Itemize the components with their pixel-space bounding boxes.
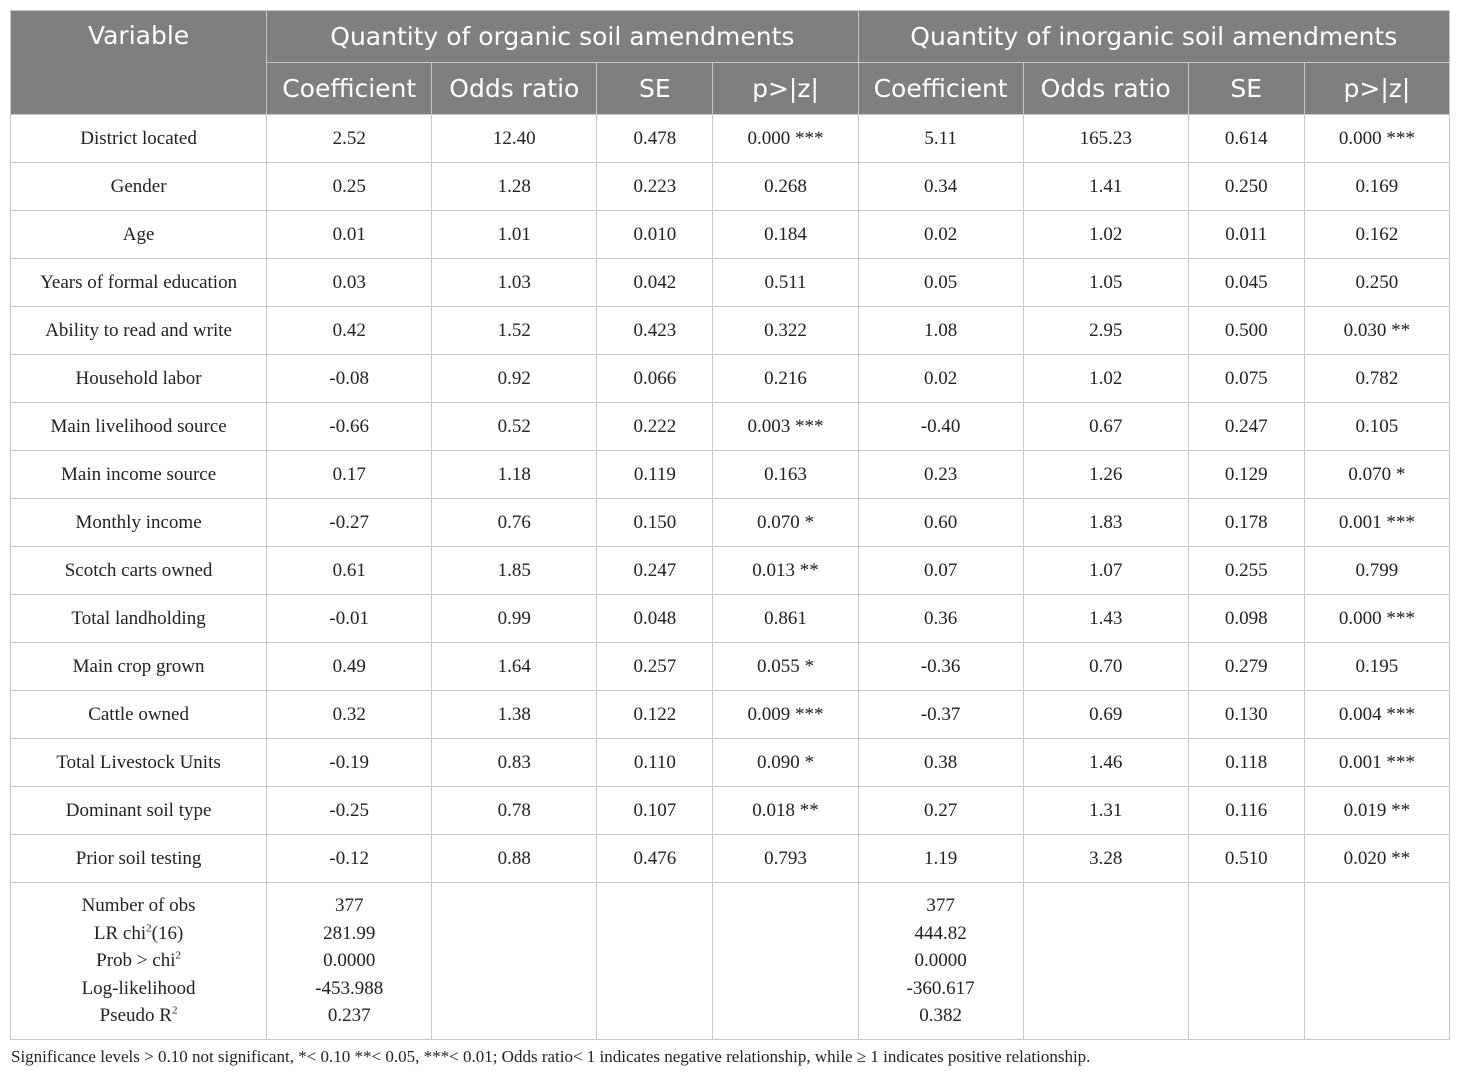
coefficient-cell: -0.19	[267, 739, 432, 787]
coefficient-cell: 1.19	[858, 835, 1023, 883]
p-value-cell: 0.861	[713, 595, 858, 643]
variable-name: Main crop grown	[11, 643, 267, 691]
se-cell: 0.066	[597, 355, 713, 403]
se-cell: 0.119	[597, 451, 713, 499]
summary-value: 377	[334, 895, 364, 917]
header-group-organic: Quantity of organic soil amendments	[267, 11, 858, 63]
p-value-cell: 0.019 **	[1304, 787, 1449, 835]
header-variable: Variable	[11, 11, 267, 115]
summary-value: 0.0000	[323, 950, 376, 972]
se-cell: 0.279	[1188, 643, 1304, 691]
table-row	[11, 787, 1450, 835]
p-value-cell: 0.018 **	[713, 787, 858, 835]
se-cell: 0.247	[597, 547, 713, 595]
coefficient-cell: 0.02	[858, 211, 1023, 259]
se-cell: 0.122	[597, 691, 713, 739]
header-odds-ratio: Odds ratio	[432, 63, 597, 115]
variable-name: Prior soil testing	[11, 835, 267, 883]
summary-value: -360.617	[906, 977, 975, 999]
p-value-cell: 0.020 **	[1304, 835, 1449, 883]
summary-inorganic-values	[858, 883, 1023, 1040]
se-cell: 0.042	[597, 259, 713, 307]
se-cell: 0.257	[597, 643, 713, 691]
coefficient-cell: 5.11	[858, 115, 1023, 163]
se-cell: 0.500	[1188, 307, 1304, 355]
se-cell: 0.423	[597, 307, 713, 355]
odds-ratio-cell: 0.92	[432, 355, 597, 403]
coefficient-cell: 0.03	[267, 259, 432, 307]
se-cell: 0.222	[597, 403, 713, 451]
se-cell: 0.110	[597, 739, 713, 787]
header-group-inorganic: Quantity of inorganic soil amendments	[858, 11, 1449, 63]
odds-ratio-cell: 2.95	[1023, 307, 1188, 355]
empty-cell	[1188, 883, 1304, 1040]
coefficient-cell: 0.02	[858, 355, 1023, 403]
empty-cell	[1023, 883, 1188, 1040]
p-value-cell: 0.250	[1304, 259, 1449, 307]
summary-value: 0.0000	[914, 950, 967, 972]
se-cell: 0.476	[597, 835, 713, 883]
p-value-cell: 0.070 *	[1304, 451, 1449, 499]
odds-ratio-cell: 1.07	[1023, 547, 1188, 595]
se-cell: 0.048	[597, 595, 713, 643]
se-cell: 0.223	[597, 163, 713, 211]
header-se: SE	[1188, 63, 1304, 115]
summary-labels	[11, 883, 267, 1040]
se-cell: 0.107	[597, 787, 713, 835]
p-value-cell: 0.184	[713, 211, 858, 259]
p-value-cell: 0.163	[713, 451, 858, 499]
odds-ratio-cell: 165.23	[1023, 115, 1188, 163]
table-row	[11, 547, 1450, 595]
se-cell: 0.098	[1188, 595, 1304, 643]
p-value-cell: 0.782	[1304, 355, 1449, 403]
variable-name: Cattle owned	[11, 691, 267, 739]
summary-value: 281.99	[323, 922, 376, 944]
summary-label: Pseudo $R^2$	[99, 1004, 178, 1027]
coefficient-cell: -0.27	[267, 499, 432, 547]
odds-ratio-cell: 1.41	[1023, 163, 1188, 211]
coefficient-cell: 0.17	[267, 451, 432, 499]
variable-name: Scotch carts owned	[11, 547, 267, 595]
coefficient-cell: -0.01	[267, 595, 432, 643]
header-coefficient: Coefficient	[858, 63, 1023, 115]
empty-cell	[432, 883, 597, 1040]
variable-name: Ability to read and write	[11, 307, 267, 355]
p-value-cell: 0.030 **	[1304, 307, 1449, 355]
p-value-cell: 0.070 *	[713, 499, 858, 547]
odds-ratio-cell: 1.18	[432, 451, 597, 499]
variable-name: Total Livestock Units	[11, 739, 267, 787]
odds-ratio-cell: 1.26	[1023, 451, 1188, 499]
se-cell: 0.130	[1188, 691, 1304, 739]
table-row	[11, 259, 1450, 307]
variable-name: Age	[11, 211, 267, 259]
se-cell: 0.478	[597, 115, 713, 163]
empty-cell	[713, 883, 858, 1040]
odds-ratio-cell: 0.69	[1023, 691, 1188, 739]
summary-value: 377	[926, 895, 955, 917]
table-row	[11, 451, 1450, 499]
p-value-cell: 0.268	[713, 163, 858, 211]
variable-name: Household labor	[11, 355, 267, 403]
odds-ratio-cell: 1.38	[432, 691, 597, 739]
coefficient-cell: 0.25	[267, 163, 432, 211]
variable-name: Years of formal education	[11, 259, 267, 307]
table-row	[11, 499, 1450, 547]
table-row	[11, 595, 1450, 643]
odds-ratio-cell: 0.76	[432, 499, 597, 547]
p-value-cell: 0.055 *	[713, 643, 858, 691]
table-row	[11, 835, 1450, 883]
variable-name: Dominant soil type	[11, 787, 267, 835]
odds-ratio-cell: 0.78	[432, 787, 597, 835]
empty-cell	[597, 883, 713, 1040]
table-row	[11, 307, 1450, 355]
header-coefficient: Coefficient	[267, 63, 432, 115]
coefficient-cell: 0.38	[858, 739, 1023, 787]
coefficient-cell: 1.08	[858, 307, 1023, 355]
coefficient-cell: 0.42	[267, 307, 432, 355]
odds-ratio-cell: 0.88	[432, 835, 597, 883]
summary-value: 0.382	[919, 1005, 962, 1027]
p-value-cell: 0.003 ***	[713, 403, 858, 451]
odds-ratio-cell: 12.40	[432, 115, 597, 163]
odds-ratio-cell: 1.03	[432, 259, 597, 307]
odds-ratio-cell: 3.28	[1023, 835, 1188, 883]
summary-row	[11, 883, 1450, 1040]
header-p-value: p>|z|	[1304, 63, 1449, 115]
se-cell: 0.178	[1188, 499, 1304, 547]
coefficient-cell: -0.66	[267, 403, 432, 451]
odds-ratio-cell: 1.01	[432, 211, 597, 259]
coefficient-cell: 0.34	[858, 163, 1023, 211]
coefficient-cell: 0.36	[858, 595, 1023, 643]
table-row	[11, 355, 1450, 403]
p-value-cell: 0.195	[1304, 643, 1449, 691]
header-se: SE	[597, 63, 713, 115]
odds-ratio-cell: 1.46	[1023, 739, 1188, 787]
table-footnote: Significance levels > 0.10 not significant, *< 0.10 **< 0.05, ***< 0.01; Odds ratio< 1 indicates negative relationship, while ≥ 1 indicates positive relationship.	[11, 1047, 1091, 1066]
p-value-cell: 0.090 *	[713, 739, 858, 787]
empty-cell	[1304, 883, 1449, 1040]
se-cell: 0.614	[1188, 115, 1304, 163]
odds-ratio-cell: 0.83	[432, 739, 597, 787]
p-value-cell: 0.001 ***	[1304, 499, 1449, 547]
p-value-cell: 0.799	[1304, 547, 1449, 595]
odds-ratio-cell: 1.02	[1023, 211, 1188, 259]
odds-ratio-cell: 0.99	[432, 595, 597, 643]
variable-name: Gender	[11, 163, 267, 211]
table-row	[11, 691, 1450, 739]
table-row	[11, 403, 1450, 451]
coefficient-cell: 0.49	[267, 643, 432, 691]
coefficient-cell: 0.32	[267, 691, 432, 739]
se-cell: 0.510	[1188, 835, 1304, 883]
coefficient-cell: -0.40	[858, 403, 1023, 451]
odds-ratio-cell: 1.52	[432, 307, 597, 355]
table-row	[11, 643, 1450, 691]
odds-ratio-cell: 0.67	[1023, 403, 1188, 451]
se-cell: 0.255	[1188, 547, 1304, 595]
se-cell: 0.010	[597, 211, 713, 259]
p-value-cell: 0.013 **	[713, 547, 858, 595]
p-value-cell: 0.000 ***	[1304, 115, 1449, 163]
odds-ratio-cell: 1.85	[432, 547, 597, 595]
header-p-value: p>|z|	[713, 63, 858, 115]
p-value-cell: 0.511	[713, 259, 858, 307]
p-value-cell: 0.169	[1304, 163, 1449, 211]
coefficient-cell: 0.07	[858, 547, 1023, 595]
header-row-groups	[11, 11, 1450, 63]
coefficient-cell: 0.60	[858, 499, 1023, 547]
odds-ratio-cell: 1.28	[432, 163, 597, 211]
p-value-cell: 0.793	[713, 835, 858, 883]
se-cell: 0.011	[1188, 211, 1304, 259]
p-value-cell: 0.004 ***	[1304, 691, 1449, 739]
p-value-cell: 0.009 ***	[713, 691, 858, 739]
se-cell: 0.075	[1188, 355, 1304, 403]
odds-ratio-cell: 0.52	[432, 403, 597, 451]
odds-ratio-cell: 1.43	[1023, 595, 1188, 643]
table-body	[11, 115, 1450, 1040]
summary-value: 444.82	[914, 922, 967, 944]
variable-name: Main livelihood source	[11, 403, 267, 451]
summary-value: -453.988	[315, 977, 384, 999]
p-value-cell: 0.000 ***	[713, 115, 858, 163]
summary-organic-values	[267, 883, 432, 1040]
header-odds-ratio: Odds ratio	[1023, 63, 1188, 115]
se-cell: 0.250	[1188, 163, 1304, 211]
summary-label: Prob > chi$^2$	[96, 949, 181, 972]
se-cell: 0.118	[1188, 739, 1304, 787]
odds-ratio-cell: 1.31	[1023, 787, 1188, 835]
summary-label: LR chi$^2$(16)	[93, 922, 184, 944]
p-value-cell: 0.105	[1304, 403, 1449, 451]
p-value-cell: 0.162	[1304, 211, 1449, 259]
coefficient-cell: 2.52	[267, 115, 432, 163]
odds-ratio-cell: 1.64	[432, 643, 597, 691]
p-value-cell: 0.001 ***	[1304, 739, 1449, 787]
p-value-cell: 0.322	[713, 307, 858, 355]
variable-name: District located	[11, 115, 267, 163]
odds-ratio-cell: 1.83	[1023, 499, 1188, 547]
se-cell: 0.150	[597, 499, 713, 547]
coefficient-cell: -0.25	[267, 787, 432, 835]
se-cell: 0.045	[1188, 259, 1304, 307]
coefficient-cell: 0.27	[858, 787, 1023, 835]
coefficient-cell: 0.01	[267, 211, 432, 259]
table-row	[11, 739, 1450, 787]
table-row	[11, 163, 1450, 211]
coefficient-cell: -0.36	[858, 643, 1023, 691]
se-cell: 0.129	[1188, 451, 1304, 499]
variable-name: Monthly income	[11, 499, 267, 547]
variable-name: Main income source	[11, 451, 267, 499]
coefficient-cell: -0.08	[267, 355, 432, 403]
se-cell: 0.116	[1188, 787, 1304, 835]
coefficient-cell: -0.37	[858, 691, 1023, 739]
se-cell: 0.247	[1188, 403, 1304, 451]
p-value-cell: 0.000 ***	[1304, 595, 1449, 643]
table-row	[11, 211, 1450, 259]
odds-ratio-cell: 0.70	[1023, 643, 1188, 691]
summary-value: 0.237	[327, 1005, 371, 1027]
odds-ratio-cell: 1.05	[1023, 259, 1188, 307]
p-value-cell: 0.216	[713, 355, 858, 403]
coefficient-cell: 0.05	[858, 259, 1023, 307]
coefficient-cell: 0.61	[267, 547, 432, 595]
summary-label: Number of obs	[81, 895, 196, 917]
coefficient-cell: 0.23	[858, 451, 1023, 499]
summary-label: Log-likelihood	[81, 977, 196, 999]
odds-ratio-cell: 1.02	[1023, 355, 1188, 403]
results-table	[10, 10, 1450, 1040]
coefficient-cell: -0.12	[267, 835, 432, 883]
variable-name: Total landholding	[11, 595, 267, 643]
table-row	[11, 115, 1450, 163]
